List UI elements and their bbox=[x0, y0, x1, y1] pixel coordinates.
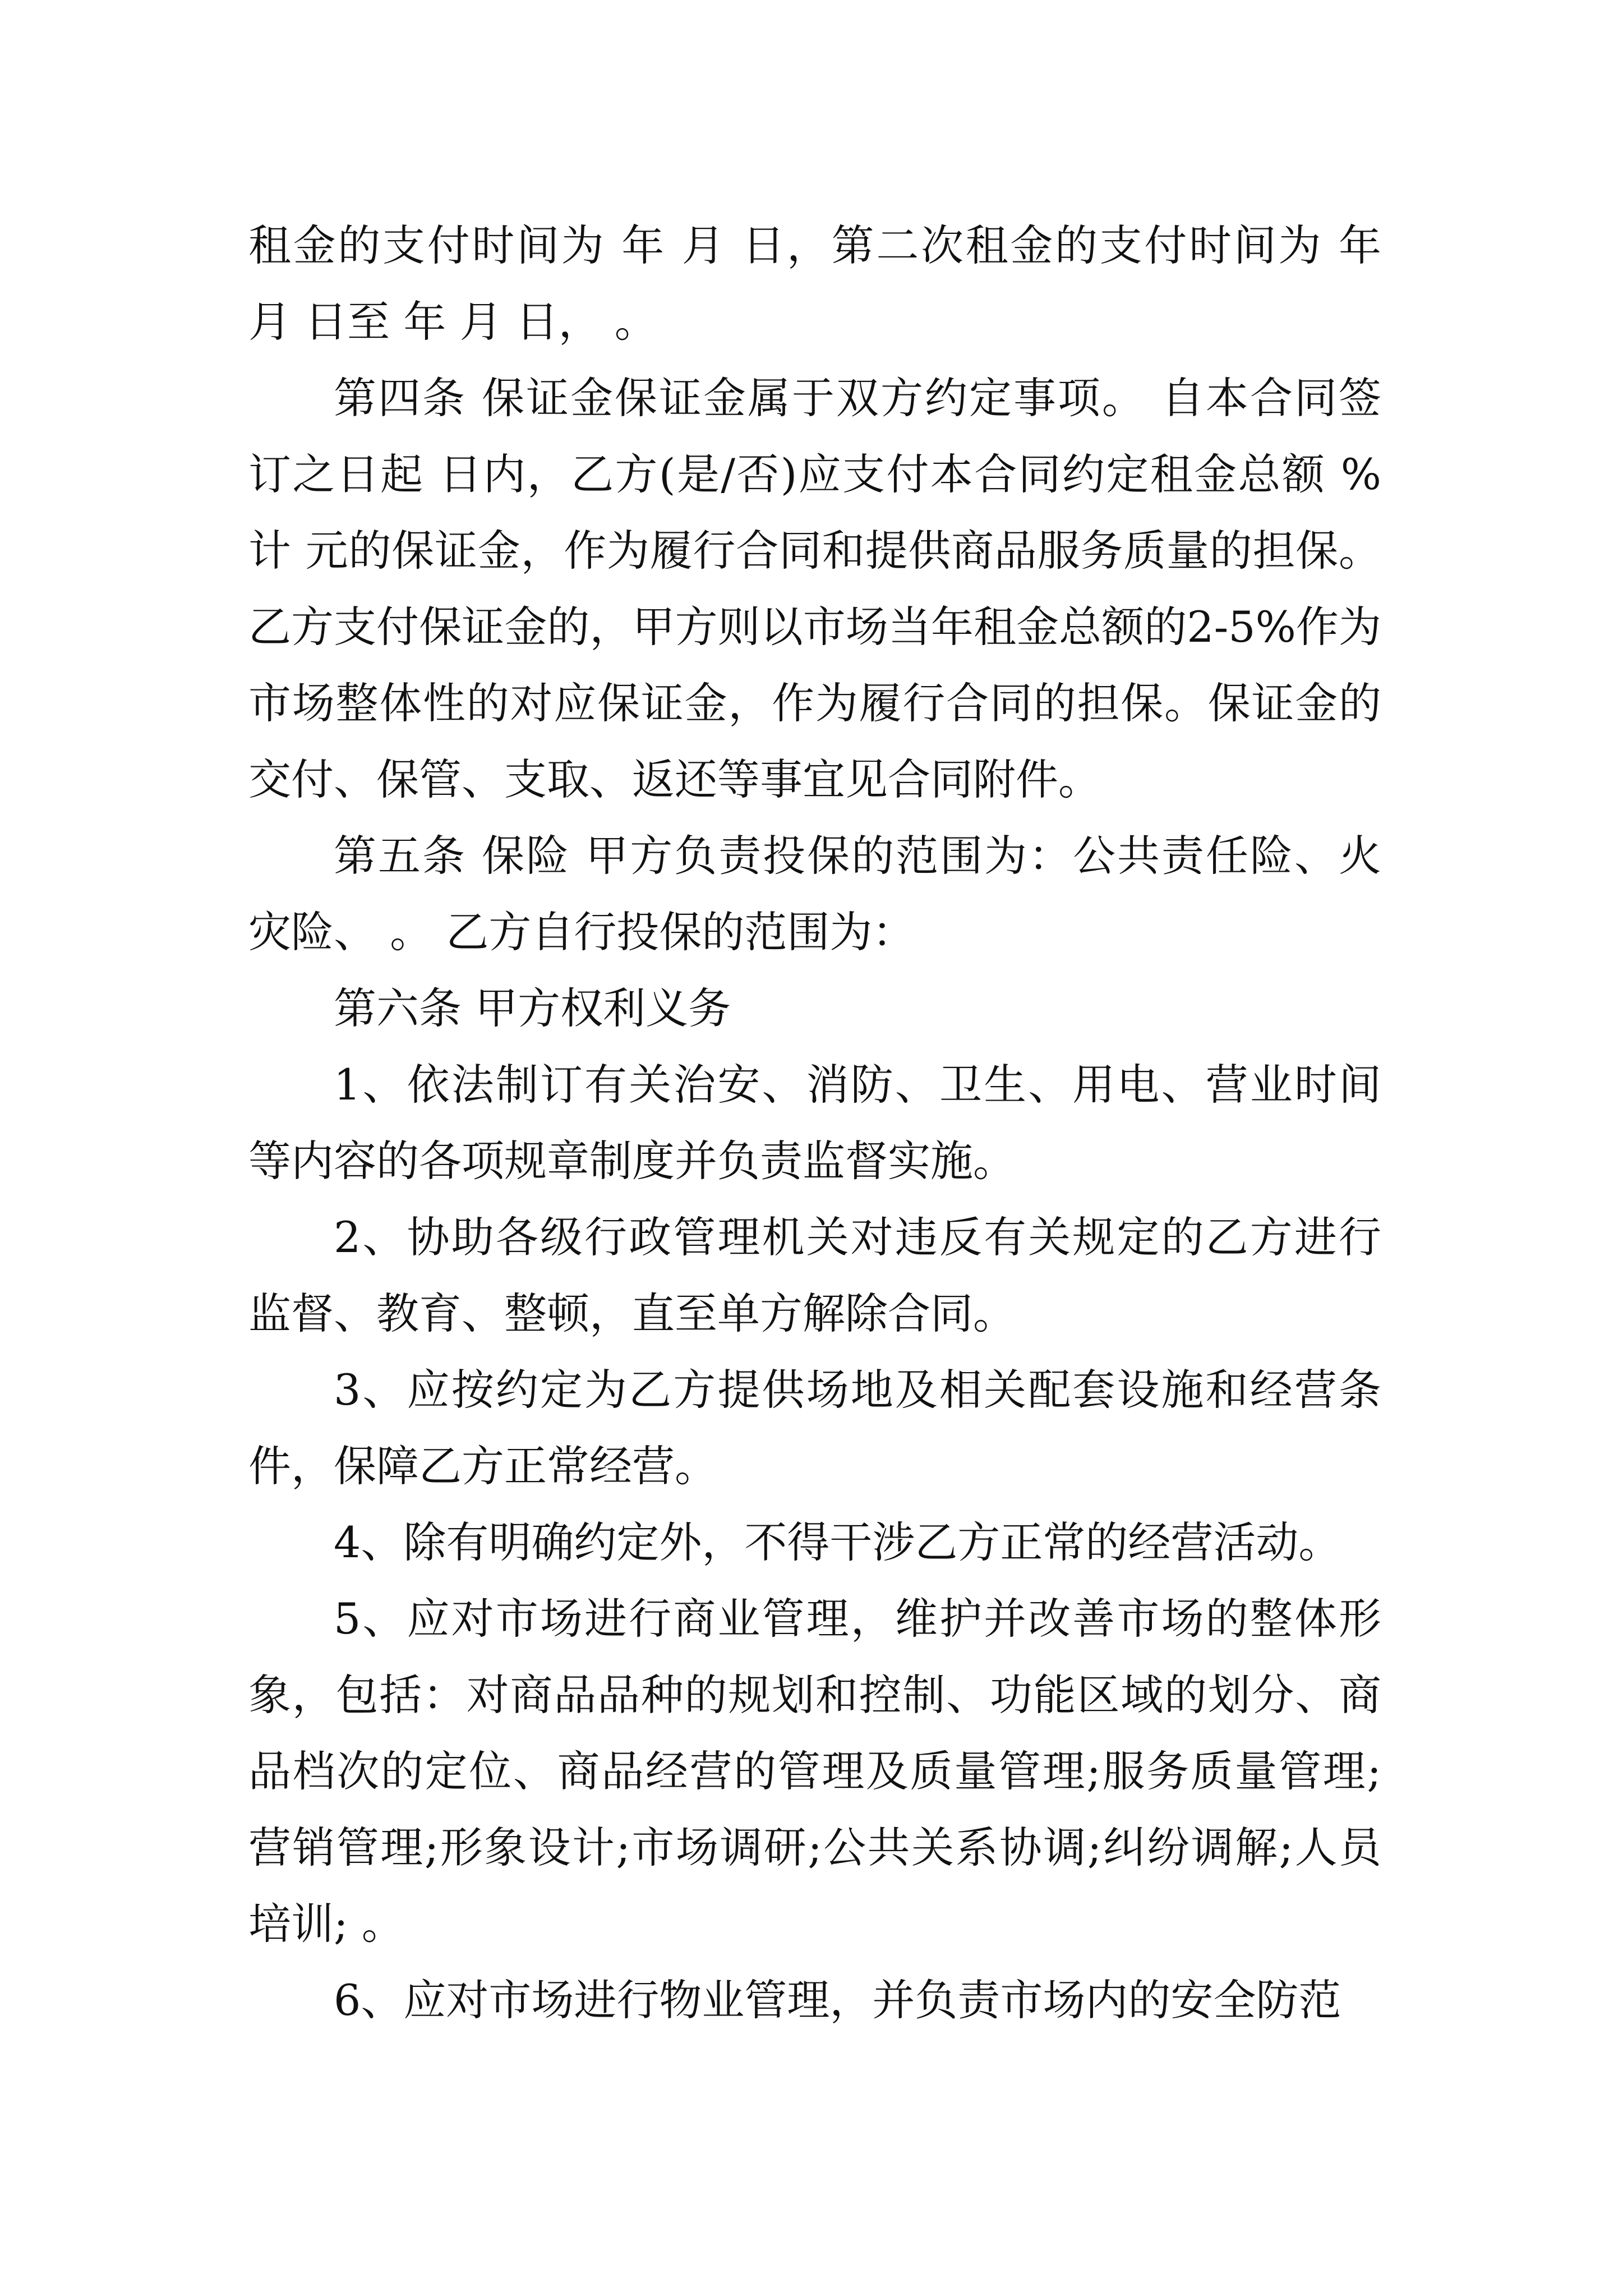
paragraph-rent-payment-time: 租金的支付时间为 年 月 日，第二次租金的支付时间为 年 月 日至 年 月 日， 。 bbox=[248, 220, 1381, 347]
paragraph-item-1: 1、依法制订有关治安、消防、卫生、用电、营业时间等内容的各项规章制度并负责监督实施。 bbox=[248, 1060, 1381, 1186]
paragraph-item-5: 5、应对市场进行商业管理，维护并改善市场的整体形象，包括：对商品品种的规划和控制、功能区域的划分、商品档次的定位、商品经营的管理及质量管理;服务质量管理;营销管理;形象设计;市场调研;公共关系协调;纠纷调解;人员培训; 。 bbox=[248, 1594, 1381, 1949]
paragraph-item-6: 6、应对市场进行物业管理，并负责市场内的安全防范 bbox=[334, 1975, 1341, 2025]
document-body bbox=[248, 208, 1381, 2039]
paragraph-article-4-deposit: 第四条 保证金保证金属于双方约定事项。 自本合同签订之日起 日内，乙方(是/否)应支付本合同约定租金总额 %计 元的保证金，作为履行合同和提供商品服务质量的担保。乙方支付保证金的，甲方则以市场当年租金总额的2-5%作为市场整体性的对应保证金，作为履行合同的担保。保证金的交付、保管、支取、返还等事宜见合同附件。 bbox=[248, 373, 1381, 804]
paragraph-article-5-insurance: 第五条 保险 甲方负责投保的范围为：公共责任险、火灾险、 。 乙方自行投保的范围为： bbox=[248, 831, 1381, 957]
paragraph-article-6-heading: 第六条 甲方权利义务 bbox=[334, 983, 731, 1033]
paragraph-item-3: 3、应按约定为乙方提供场地及相关配套设施和经营条件，保障乙方正常经营。 bbox=[248, 1365, 1381, 1491]
paragraph-item-2: 2、协助各级行政管理机关对违反有关规定的乙方进行监督、教育、整顿，直至单方解除合同。 bbox=[248, 1212, 1381, 1338]
paragraph-item-4: 4、除有明确约定外，不得干涉乙方正常的经营活动。 bbox=[334, 1517, 1341, 1567]
